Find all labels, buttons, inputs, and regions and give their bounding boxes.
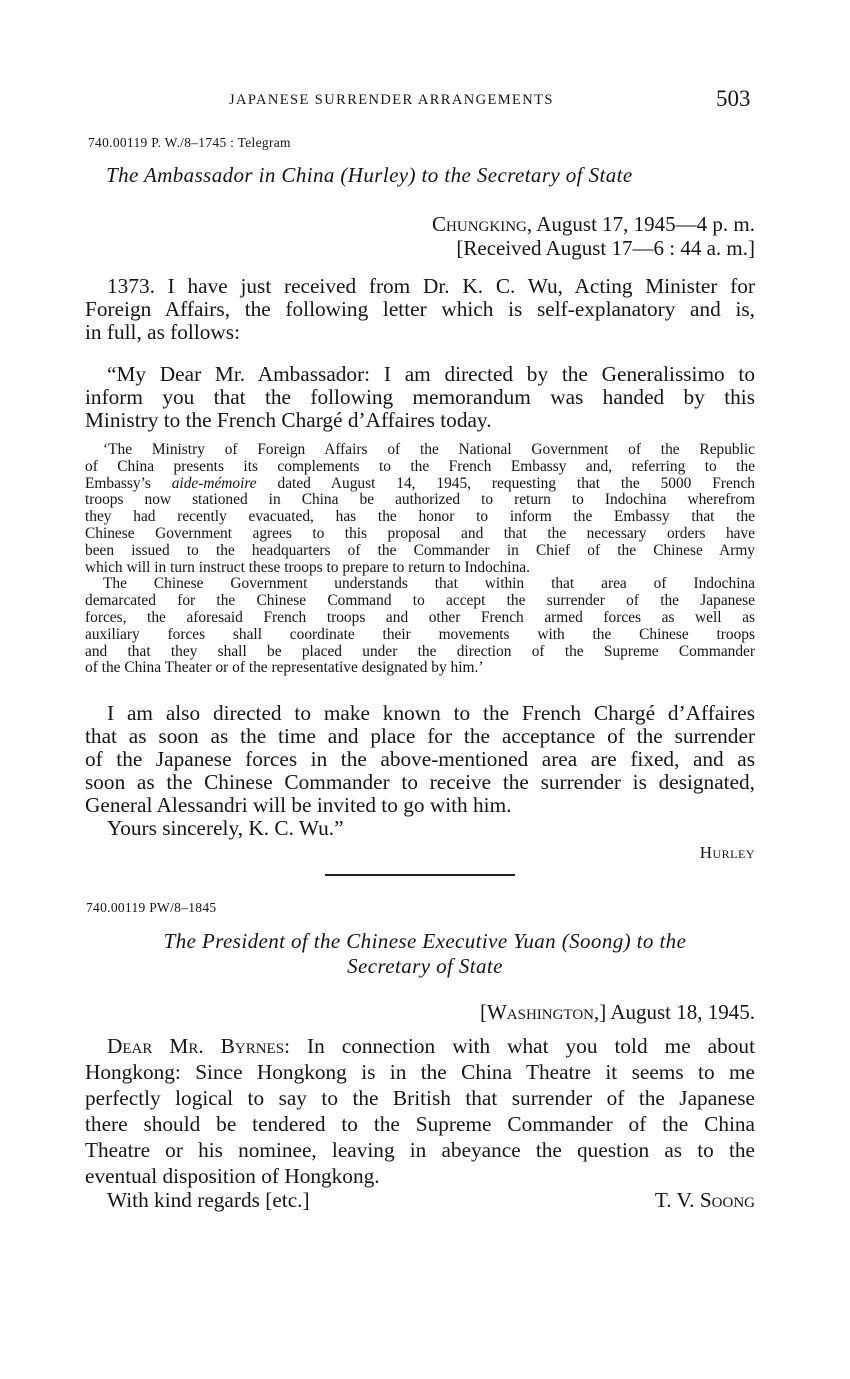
text-line: which will in turn instruct these troops to prepare to return to Indochina. [85,558,530,576]
doc2-closing: With kind regards [etc.] [107,1188,310,1212]
doc1-signature: Hurley [699,843,755,862]
text-line: ‘The Ministry of Foreign Affairs of the National Government of the Republic [103,441,755,458]
text-line: troops now stationed in China be authorized to return to Indochina wherefrom [85,491,755,509]
text-line: Hongkong: Since Hongkong is in the China Theatre it seems to me [85,1060,755,1084]
doc1-dateline [432,212,755,237]
text-line: and that they shall be placed under the direction of the Supreme Commander [85,642,755,660]
text-line: of the China Theater or of the representative designated by him.’ [85,659,484,677]
text-line: auxiliary forces shall coordinate their movements with the Chinese troops [85,625,755,643]
running-title: JAPANESE SURRENDER ARRANGEMENTS [229,92,554,108]
doc2-place: [Washington,] [479,1000,607,1024]
doc1-title: The Ambassador in China (Hurley) to the Secretary of State [106,163,633,187]
doc2-title-line-2: Secretary of State [347,954,503,978]
text-line: forces, the aforesaid French troops and other French armed forces as well as [85,608,755,626]
doc1-received: [Received August 17—6 : 44 a. m.] [456,236,755,260]
text-line: Embassy’s aide-mémoire dated August 14, 1945, requesting that the 5000 French [85,474,755,492]
doc2-letter-body [85,1033,755,1189]
doc1-file-number: 740.00119 P. W./8–1745 : Telegram [88,135,291,150]
text-line: Theatre or his nominee, leaving in abeyance the question as to the [85,1138,755,1162]
text-line: Foreign Affairs, the following letter which is self-explanatory and is, [85,297,755,321]
text-line: Dear Mr. Byrnes: In connection with what you told me about [107,1034,755,1058]
doc1-date: , August 17, 1945—4 p. m. [526,212,755,236]
section-divider [325,874,515,876]
doc1-place: Chungking [432,212,527,236]
text-line: General Alessandri will be invited to go with him. [85,793,512,817]
aide-memoire-term: aide-mémoire [171,474,257,492]
text-line: of the Japanese forces in the above-mentioned area are fixed, and as [85,747,755,771]
text-line: “My Dear Mr. Ambassador: I am directed by the Generalissimo to [107,362,755,386]
text-line: of China presents its complements to the French Embassy and, referring to the [85,457,755,475]
text-line: perfectly logical to say to the British that surrender of the Japanese [85,1086,755,1110]
doc2-salutation: Dear Mr. Byrnes [107,1034,285,1058]
doc1-closing: Yours sincerely, K. C. Wu.” [107,816,344,840]
text-line: Ministry to the French Chargé d’Affaires today. [85,408,492,432]
text-line: they had recently evacuated, has the honor to inform the Embassy that the [85,508,755,526]
page-number: 503 [716,86,751,111]
doc2-file-number: 740.00119 PW/8–1845 [86,900,217,915]
memorandum-quote [85,442,755,677]
text-line: 1373. I have just received from Dr. K. C. Wu, Acting Minister for [107,274,755,298]
doc1-letter-closing-paragraph [85,702,755,817]
text-line: eventual disposition of Hongkong. [85,1164,380,1188]
text-line: The Chinese Government understands that within that area of Indochina [103,575,755,593]
text-line: been issued to the headquarters of the Commander in Chief of the Chinese Army [85,541,755,559]
text-line: soon as the Chinese Commander to receive the surrender is designated, [85,770,755,794]
doc1-paragraph-1 [85,275,755,344]
doc2-dateline [480,1000,755,1025]
doc1-letter-opening [85,363,755,432]
doc2-date: August 18, 1945. [606,1000,755,1024]
text-line: demarcated for the Chinese Command to accept the surrender of the Japanese [85,592,755,610]
text-line: inform you that the following memorandum was handed by this [85,385,755,409]
text-line: in full, as follows: [85,320,240,344]
text-line: Chinese Government agrees to this proposal and that the necessary orders have [85,524,755,542]
doc2-signature: T. V. Soong [654,1188,755,1212]
text-line: I am also directed to make known to the French Chargé d’Affaires [107,701,755,725]
doc2-title-line-1: The President of the Chinese Executive Yuan (Soong) to the [163,929,687,953]
text-line: there should be tendered to the Supreme Commander of the China [85,1112,755,1136]
text-line: that as soon as the time and place for the acceptance of the surrender [85,724,755,748]
